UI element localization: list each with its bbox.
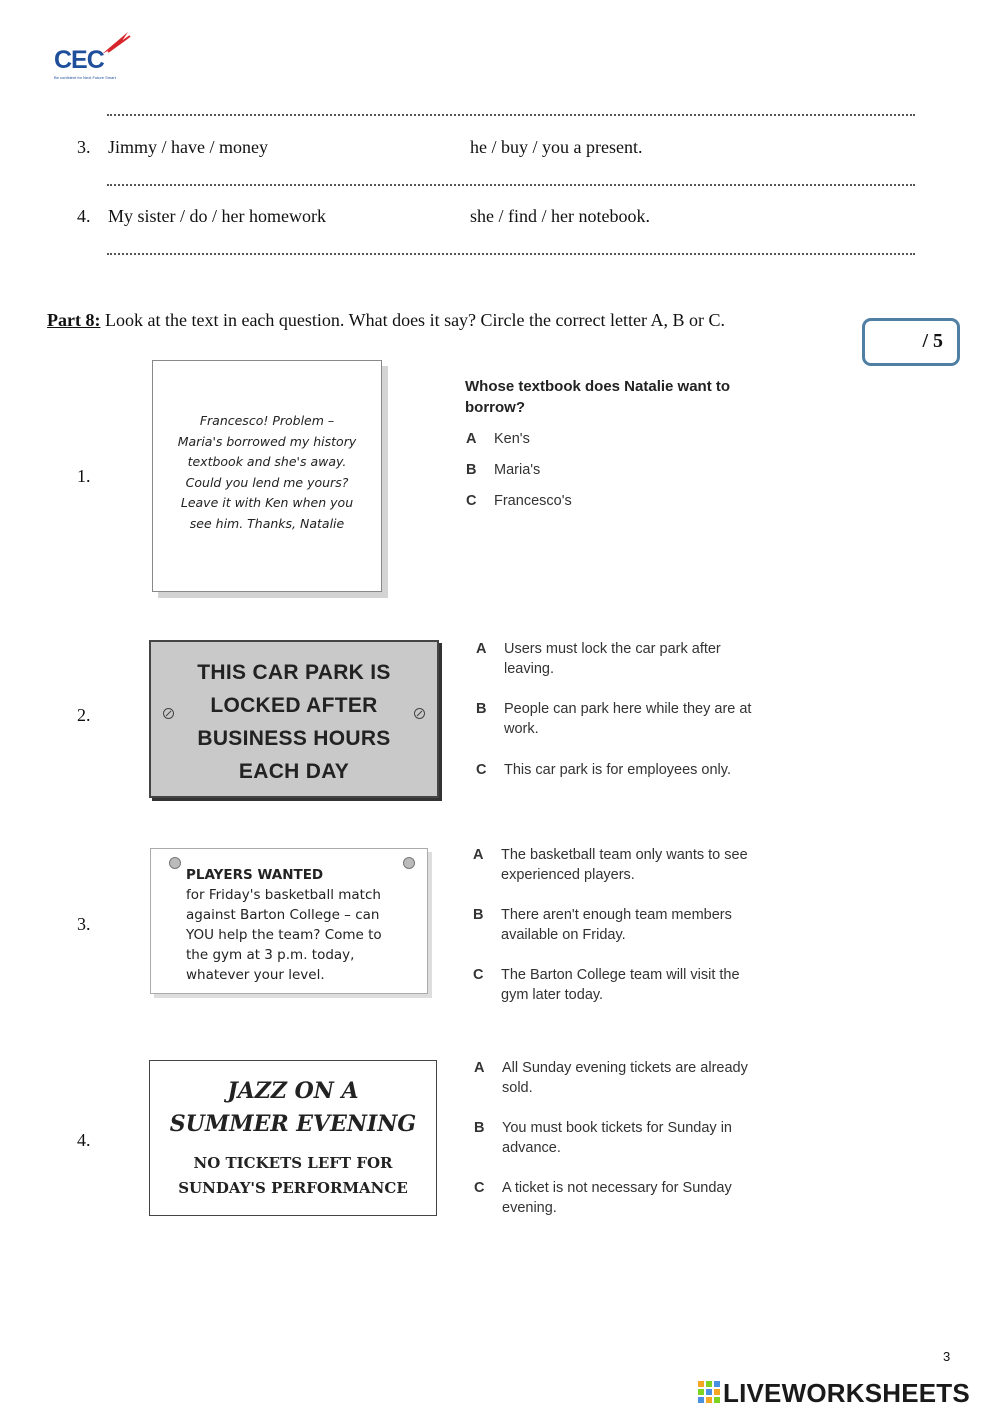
- logo-swoosh-icon: [100, 30, 134, 56]
- option-letter: B: [474, 1120, 485, 1136]
- question-text: Whose textbook does Natalie want to borrow?: [465, 378, 731, 416]
- pin-icon: [169, 857, 181, 869]
- score-box: [862, 318, 960, 366]
- option-line: sold.: [502, 1080, 533, 1096]
- option-line: leaving.: [504, 661, 554, 677]
- option-letter: B: [473, 907, 484, 923]
- option-c[interactable]: [474, 1178, 784, 1218]
- notice-line: SUNDAY'S PERFORMANCE: [178, 1179, 408, 1197]
- answer-line[interactable]: [107, 112, 915, 116]
- option-c[interactable]: [473, 965, 783, 1005]
- notice-line: NO TICKETS LEFT FOR: [193, 1154, 393, 1172]
- option-text: [504, 639, 721, 679]
- option-letter: C: [476, 762, 487, 778]
- notice-line: YOU help the team? Come to: [186, 927, 382, 943]
- option-text: [501, 965, 740, 1005]
- option-text: [504, 699, 751, 739]
- notice-line: LOCKED AFTER: [210, 694, 378, 717]
- cec-logo: [54, 30, 144, 80]
- question-number: 2.: [77, 705, 91, 725]
- option-a[interactable]: [466, 429, 766, 449]
- liveworksheets-icon: [697, 1380, 721, 1404]
- page-number: 3: [943, 1349, 951, 1364]
- answer-line[interactable]: [107, 182, 915, 186]
- notice-line: see him. Thanks, Natalie: [189, 515, 345, 531]
- notice-line: THIS CAR PARK IS: [197, 661, 391, 684]
- notice-line: Leave it with Ken when you: [180, 495, 354, 510]
- option-line: evening.: [502, 1200, 557, 1216]
- answer-line[interactable]: [107, 251, 915, 255]
- notice-sign: [149, 1060, 437, 1216]
- item-prompt-left: My sister / do / her homework: [108, 206, 326, 226]
- part-instruction: Look at the text in each question. What does it say? Circle the correct letter A, B or C.: [100, 310, 725, 330]
- notice-heading: PLAYERS WANTED: [186, 867, 324, 883]
- option-a[interactable]: [476, 639, 786, 679]
- logo-text: CEC: [54, 46, 104, 74]
- item-number: 4.: [77, 206, 91, 226]
- option-a[interactable]: [473, 845, 783, 885]
- option-letter: B: [476, 701, 487, 717]
- notice-line: Francesco! Problem –: [199, 413, 335, 428]
- option-letter: A: [476, 641, 487, 657]
- question-number: 1.: [77, 466, 91, 486]
- notice-line: EACH DAY: [238, 760, 350, 783]
- notice-line: BUSINESS HOURS: [197, 727, 391, 750]
- option-b[interactable]: [476, 699, 786, 739]
- option-text: [504, 760, 731, 780]
- option-line: You must book tickets for Sunday in: [502, 1120, 732, 1136]
- option-line: People can park here while they are at: [504, 701, 752, 717]
- part-heading: [47, 310, 725, 331]
- option-b[interactable]: [473, 905, 783, 945]
- option-line: The basketball team only wants to see: [501, 847, 748, 863]
- option-text: [501, 845, 748, 885]
- option-line: advance.: [502, 1140, 561, 1156]
- option-letter: C: [474, 1180, 485, 1196]
- option-line: experienced players.: [501, 867, 635, 883]
- option-text: Ken's: [494, 431, 530, 447]
- option-line: This car park is for employees only.: [504, 762, 731, 778]
- notice-poster: [150, 848, 428, 994]
- question-number: 4.: [77, 1130, 91, 1150]
- part-label: Part 8:: [47, 310, 101, 330]
- notice-line: textbook and she's away.: [187, 454, 347, 469]
- option-text: [502, 1058, 748, 1098]
- notice-line: against Barton College – can: [186, 907, 380, 923]
- notice-title-line: JAZZ ON A: [227, 1078, 359, 1104]
- option-line: A ticket is not necessary for Sunday: [502, 1180, 732, 1196]
- option-b[interactable]: [466, 460, 766, 480]
- notice-note: [152, 360, 382, 592]
- notice-line: the gym at 3 p.m. today,: [186, 947, 355, 963]
- notice-line: for Friday's basketball match: [186, 887, 381, 903]
- notice-sign: [149, 640, 439, 798]
- option-line: gym later today.: [501, 987, 604, 1003]
- liveworksheets-text: LIVEWORKSHEETS: [723, 1378, 970, 1408]
- option-letter: B: [466, 462, 477, 478]
- option-c[interactable]: [476, 760, 786, 780]
- option-line: Users must lock the car park after: [504, 641, 721, 657]
- item-prompt-left: Jimmy / have / money: [108, 137, 268, 157]
- option-text: Maria's: [494, 462, 541, 478]
- score-text: / 5: [922, 330, 943, 352]
- notice-line: Maria's borrowed my history: [177, 433, 357, 449]
- option-a[interactable]: [474, 1058, 784, 1098]
- option-text: [502, 1118, 732, 1158]
- item-prompt-right: she / find / her notebook.: [470, 206, 650, 226]
- option-line: The Barton College team will visit the: [501, 967, 740, 983]
- option-letter: C: [473, 967, 484, 983]
- item-number: 3.: [77, 137, 91, 157]
- option-b[interactable]: [474, 1118, 784, 1158]
- item-prompt-right: he / buy / you a present.: [470, 137, 643, 157]
- option-text: [501, 905, 732, 945]
- option-text: [502, 1178, 732, 1218]
- logo-tagline: Be confident for Next Future Smart: [54, 75, 116, 80]
- question-number: 3.: [77, 914, 91, 934]
- pin-icon: [403, 857, 415, 869]
- option-letter: A: [473, 847, 484, 863]
- option-c[interactable]: [466, 491, 766, 511]
- notice-line: whatever your level.: [186, 967, 325, 983]
- option-line: work.: [504, 721, 539, 737]
- option-line: There aren't enough team members: [501, 907, 732, 923]
- notice-title-line: SUMMER EVENING: [169, 1111, 417, 1137]
- option-letter: A: [466, 431, 477, 447]
- option-line: available on Friday.: [501, 927, 626, 943]
- notice-line: Could you lend me yours?: [185, 474, 349, 490]
- option-line: All Sunday evening tickets are already: [502, 1060, 748, 1076]
- liveworksheets-logo[interactable]: [697, 1378, 993, 1408]
- option-text: Francesco's: [494, 493, 572, 509]
- option-letter: A: [474, 1060, 485, 1076]
- option-letter: C: [466, 493, 477, 509]
